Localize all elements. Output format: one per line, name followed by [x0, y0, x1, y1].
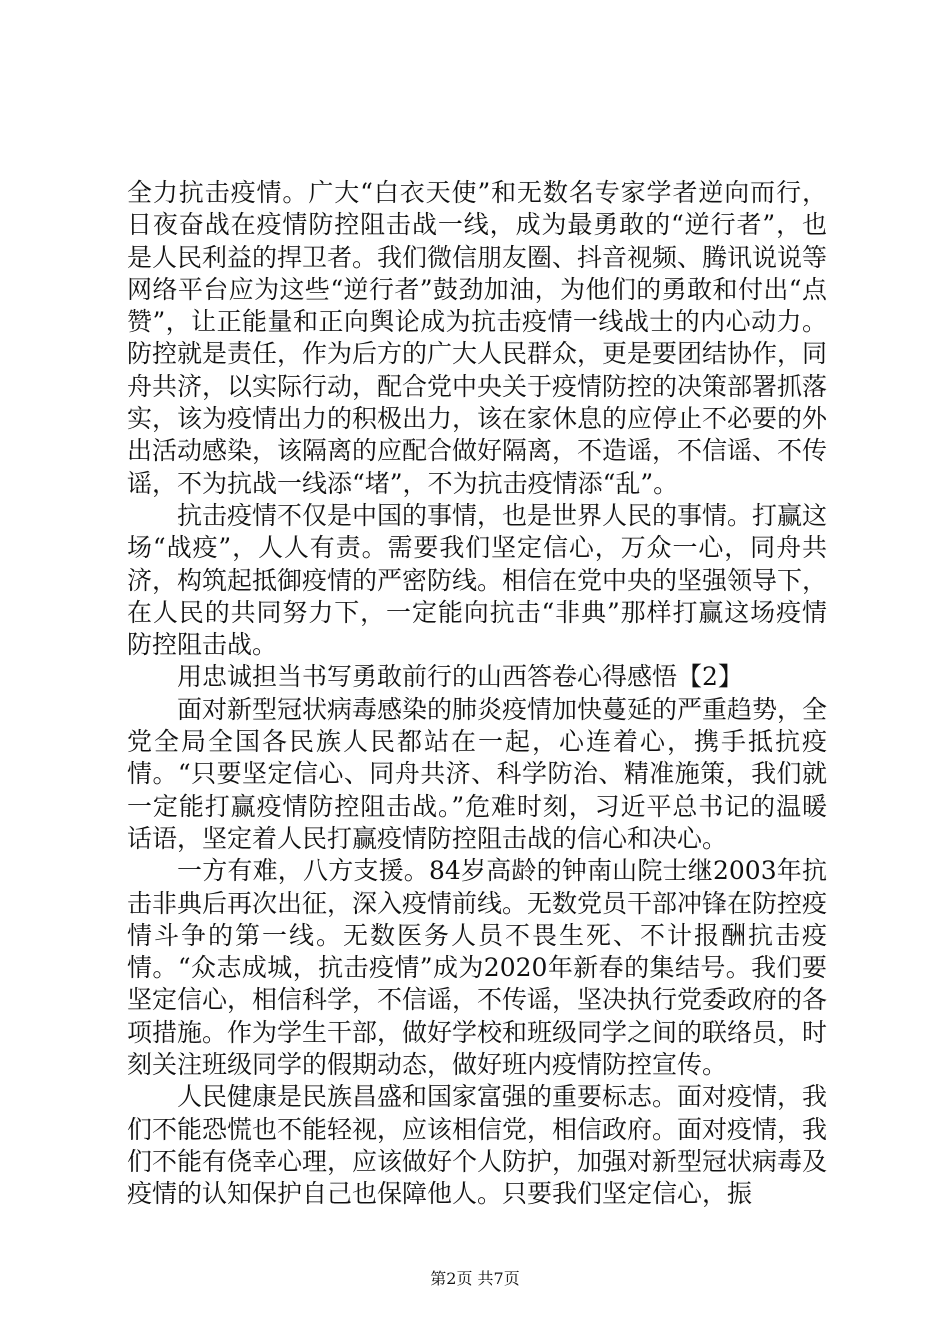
- paragraph-4: 一方有难，八方支援。84岁高龄的钟南山院士继2003年抗击非典后再次出征，深入疫情前线。无数党员干部冲锋在防控疫情斗争的第一线。无数医务人员不畏生死、不计报酬抗击疫情。“众志成城，抗击疫情”成为2020年新春的集结号。我们要坚定信心，相信科学，不信谣，不传谣，坚决执行党委政府的各项措施。作为学生干部，做好学校和班级同学之间的联络员，时刻关注班级同学的假期动态，做好班内疫情防控宣传。: [127, 856, 828, 1080]
- paragraph-3: 面对新型冠状病毒感染的肺炎疫情加快蔓延的严重趋势，全党全局全国各民族人民都站在一起，心连着心，携手抵抗疫情。“只要坚定信心、同舟共济、科学防治、精准施策，我们就一定能打赢疫情防控阻击战。”危难时刻，习近平总书记的温暖话语，坚定着人民打赢疫情防控阻击战的信心和决心。: [127, 694, 828, 853]
- document-body: [127, 177, 827, 1211]
- paragraph-1: 全力抗击疫情。广大“白衣天使”和无数名专家学者逆向而行，日夜奋战在疫情防控阻击战一线，成为最勇敢的“逆行者”，也是人民利益的捍卫者。我们微信朋友圈、抖音视频、腾讯说说等网络平台应为这些“逆行者”鼓劲加油，为他们的勇敢和付出“点赞”，让正能量和正向舆论成为抗击疫情一线战士的内心动力。防控就是责任，作为后方的广大人民群众，更是要团结协作，同舟共济，以实际行动，配合党中央关于疫情防控的决策部署抓落实，该为疫情出力的积极出力，该在家休息的应停止不必要的外出活动感染，该隔离的应配合做好隔离，不造谣，不信谣、不传谣，不为抗战一线添“堵”，不为抗击疫情添“乱”。: [127, 178, 828, 498]
- section-heading: 用忠诚担当书写勇敢前行的山西答卷心得感悟【2】: [177, 662, 743, 692]
- paragraph-5: 人民健康是民族昌盛和国家富强的重要标志。面对疫情，我们不能恐慌也不能轻视，应该相信党，相信政府。面对疫情，我们不能有侥幸心理，应该做好个人防护，加强对新型冠状病毒及疫情的认知保护自己也保障他人。只要我们坚定信心，振: [127, 1082, 828, 1209]
- paragraph-2: 抗击疫情不仅是中国的事情，也是世界人民的事情。打赢这场“战疫”，人人有责。需要我们坚定信心，万众一心，同舟共济，构筑起抵御疫情的严密防线。相信在党中央的坚强领导下，在人民的共同努力下，一定能向抗击“非典”那样打赢这场疫情防控阻击战。: [127, 500, 828, 660]
- page-number-footer: 第2页 共7页: [430, 1269, 520, 1288]
